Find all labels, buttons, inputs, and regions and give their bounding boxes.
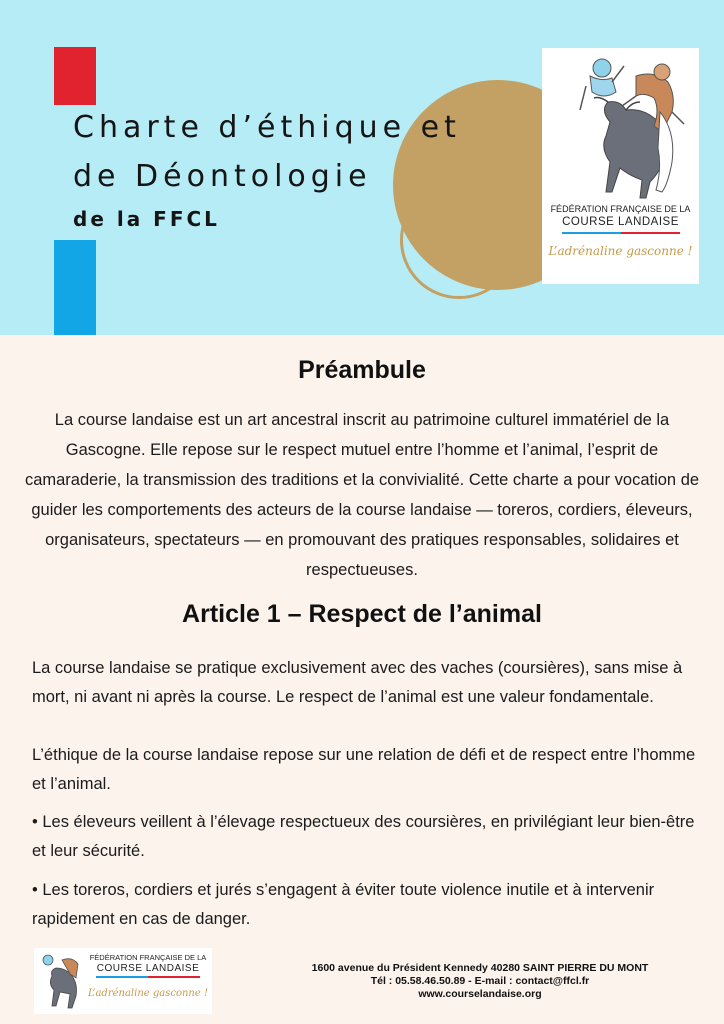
footer-logo-color-lines [96, 976, 200, 978]
preamble-title: Préambule [298, 356, 426, 384]
ffcl-logo [542, 48, 699, 284]
preamble-text: La course landaise est un art ancestral inscrit au patrimoine culturel immatériel de la Gascogne. Elle repose sur le respect mutuel entre l’homme et l’animal, l’esprit de camaraderie, la transmission des traditions et la convivialité. Cette charte a pour vocation de guider les comportements des acteurs de la course landaise — toreros, cordiers, éleveurs, organisateurs, spectateurs — en promouvant des pratiques responsables, solidaires et respectueuses. [24, 411, 700, 579]
header-banner [0, 0, 724, 335]
logo-course-text: COURSE LANDAISE [562, 216, 679, 228]
footer-logo-course-text: COURSE LANDAISE [96, 963, 200, 974]
footer-contact-block [250, 962, 710, 1001]
article1-title: Article 1 – Respect de l’animal [182, 600, 542, 628]
article1-bullet-2: • Les toreros, cordiers et jurés s’engagent à éviter toute violence inutile et à intervenir rapidement en cas de danger. [32, 881, 655, 928]
gold-ring-decoration [400, 181, 518, 299]
footer-logo-slogan: L’adrénaline gasconne ! [88, 988, 208, 999]
logo-color-lines [562, 232, 680, 235]
footer-contact: Tél : 05.58.46.50.89 - E-mail : contact@ffcl.fr [370, 975, 590, 987]
footer-illustration-icon [36, 952, 82, 1010]
footer-logo [34, 948, 212, 1014]
logo-slogan: L’adrénaline gasconne ! [548, 244, 693, 258]
title-line-1: Charte d’éthique et [73, 110, 461, 145]
blue-rectangle-decoration [54, 240, 96, 335]
red-square-decoration [54, 47, 96, 105]
footer-address: 1600 avenue du Président Kennedy 40280 SAINT PIERRE DU MONT [311, 962, 649, 974]
course-landaise-illustration-icon [550, 52, 691, 200]
article1-bullet-1: • Les éleveurs veillent à l’élevage respectueux des coursières, en privilégiant leur bien-être et leur sécurité. [32, 813, 695, 860]
title-line-3: de la FFCL [73, 207, 220, 231]
footer-logo-federation-text: FÉDÉRATION FRANÇAISE DE LA [89, 953, 207, 962]
title-line-2: de Déontologie [73, 159, 372, 194]
article1-paragraph-2: L’éthique de la course landaise repose sur une relation de défi et de respect entre l’homme et l’animal. [32, 746, 696, 793]
footer-website-link[interactable]: www.courselandaise.org [418, 988, 542, 1000]
article1-paragraph-1: La course landaise se pratique exclusivement avec des vaches (coursières), sans mise à mort, ni avant ni après la course. Le respect de l’animal est une valeur fondamentale. [32, 659, 683, 706]
logo-federation-text: FÉDÉRATION FRANÇAISE DE LA [550, 204, 691, 214]
